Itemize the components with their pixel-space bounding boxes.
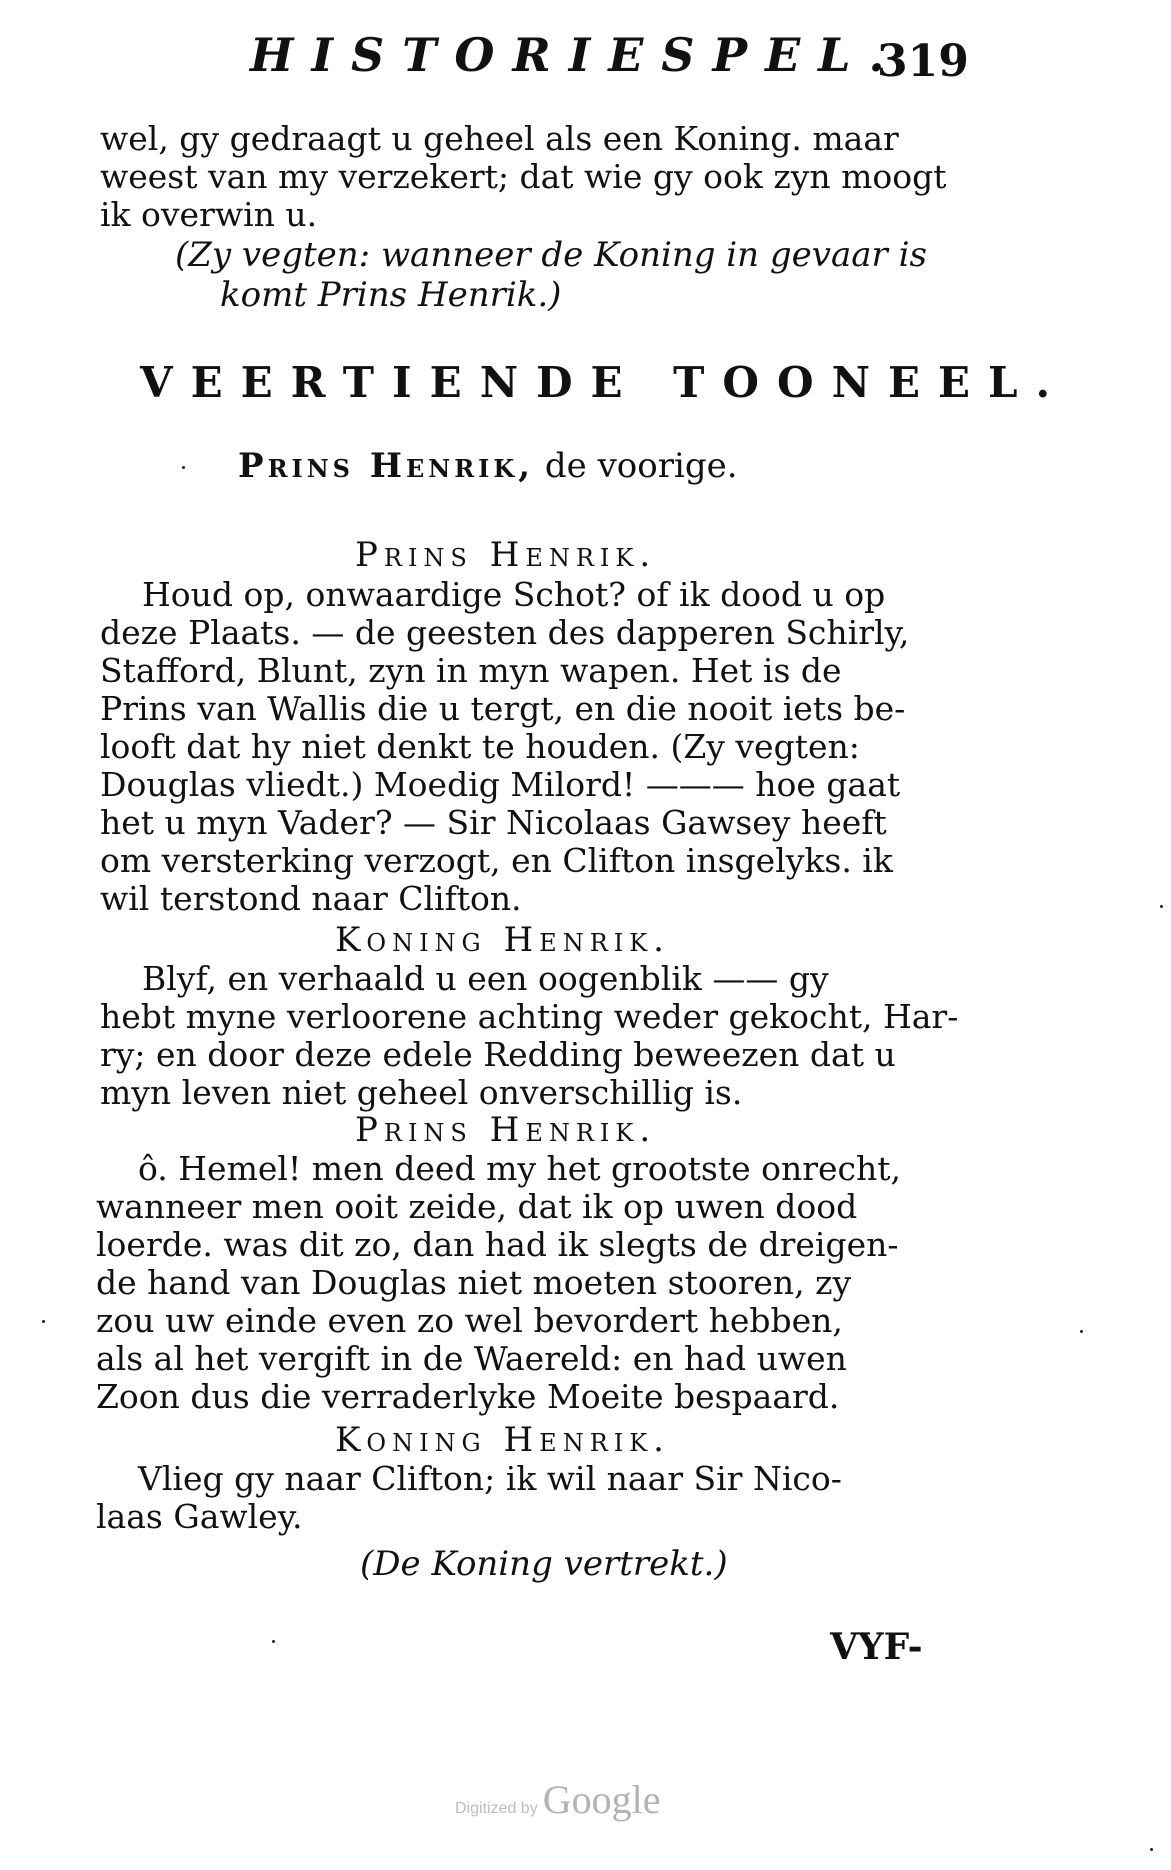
print-speck: [182, 466, 185, 469]
text-line: loerde. was dit zo, dan had ik slegts de dreigen-: [96, 1225, 899, 1264]
text-line: wil terstond naar Clifton.: [100, 879, 522, 918]
text-line: de hand van Douglas niet moeten stooren, zy: [96, 1263, 852, 1302]
text-line: Stafford, Blunt, zyn in myn wapen. Het is de: [100, 651, 842, 690]
text-line: Prins van Wallis die u tergt, en die nooit iets be-: [100, 689, 906, 728]
text-line: Douglas vliedt.) Moedig Milord! ——— hoe gaat: [100, 765, 901, 804]
text-line: hebt myne verloorene achting weder gekocht, Har-: [100, 997, 959, 1036]
speaker-name: Koning Henrik.: [335, 1420, 670, 1460]
cast-names: Prins Henrik,: [238, 446, 535, 486]
speaker-name: Prins Henrik.: [355, 1110, 657, 1150]
speech-text: [96, 1150, 936, 1416]
attribution-prefix: Digitized by: [455, 1800, 538, 1817]
speech-text: [100, 576, 940, 918]
opening-lines: [100, 119, 947, 234]
text-line: ik overwin u.: [100, 195, 318, 234]
text-line: zou uw einde even zo wel bevordert hebben,: [96, 1301, 843, 1340]
speaker-name: Koning Henrik.: [335, 920, 670, 960]
text-line: ô. Hemel! men deed my het grootste onrecht,: [138, 1149, 902, 1188]
text-line: wanneer men ooit zeide, dat ik op uwen dood: [96, 1187, 858, 1226]
text-line: Houd op, onwaardige Schot? of ik dood u op: [142, 575, 886, 614]
cast-rest: de voorige.: [534, 446, 738, 486]
stage-direction-line: komt Prins Henrik.): [220, 275, 562, 315]
attribution-brand: Google: [542, 1777, 661, 1822]
print-speck: [1080, 1330, 1083, 1333]
stage-direction: (De Koning vertrekt.): [360, 1544, 728, 1584]
text-line: ry; en door deze edele Redding beweezen dat u: [100, 1035, 896, 1074]
speech-text: [100, 959, 959, 1112]
text-line: Zoon dus die verraderlyke Moeite bespaard.: [96, 1377, 840, 1416]
running-title: HISTORIESPEL.: [250, 28, 903, 82]
page-number: 319: [877, 36, 969, 87]
text-line: het u myn Vader? — Sir Nicolaas Gawsey heeft: [100, 803, 887, 842]
text-line: myn leven niet geheel onverschillig is.: [100, 1073, 743, 1112]
print-speck: [42, 1320, 45, 1323]
text-line: laas Gawley.: [96, 1497, 303, 1536]
scene-title: VEERTIENDE TOONEEL.: [140, 358, 1069, 407]
text-line: deze Plaats. — de geesten des dapperen Schirly,: [100, 613, 910, 652]
speech-text: [96, 1460, 936, 1536]
print-speck: [1150, 1848, 1153, 1851]
speaker-name: Prins Henrik.: [355, 535, 657, 575]
catchword: VYF-: [830, 1626, 923, 1668]
text-line: als al het vergift in de Waereld: en had uwen: [96, 1339, 847, 1378]
text-line: wel, gy gedraagt u geheel als een Koning. maar: [100, 119, 899, 158]
text-line: looft dat hy niet denkt te houden. (Zy vegten:: [100, 727, 860, 766]
text-line: Blyf, en verhaald u een oogenblik —— gy: [142, 959, 829, 998]
print-speck: [1160, 905, 1163, 908]
text-line: Vlieg gy naar Clifton; ik wil naar Sir Nico-: [138, 1459, 842, 1498]
cast-list: [238, 446, 738, 486]
stage-direction-line: (Zy vegten: wanneer de Koning in gevaar is: [175, 235, 927, 275]
text-line: om versterking verzogt, en Clifton insgelyks. ik: [100, 841, 893, 880]
digitization-attribution: [455, 1776, 661, 1823]
print-speck: [272, 1640, 275, 1643]
text-line: weest van my verzekert; dat wie gy ook zyn moogt: [100, 157, 947, 196]
